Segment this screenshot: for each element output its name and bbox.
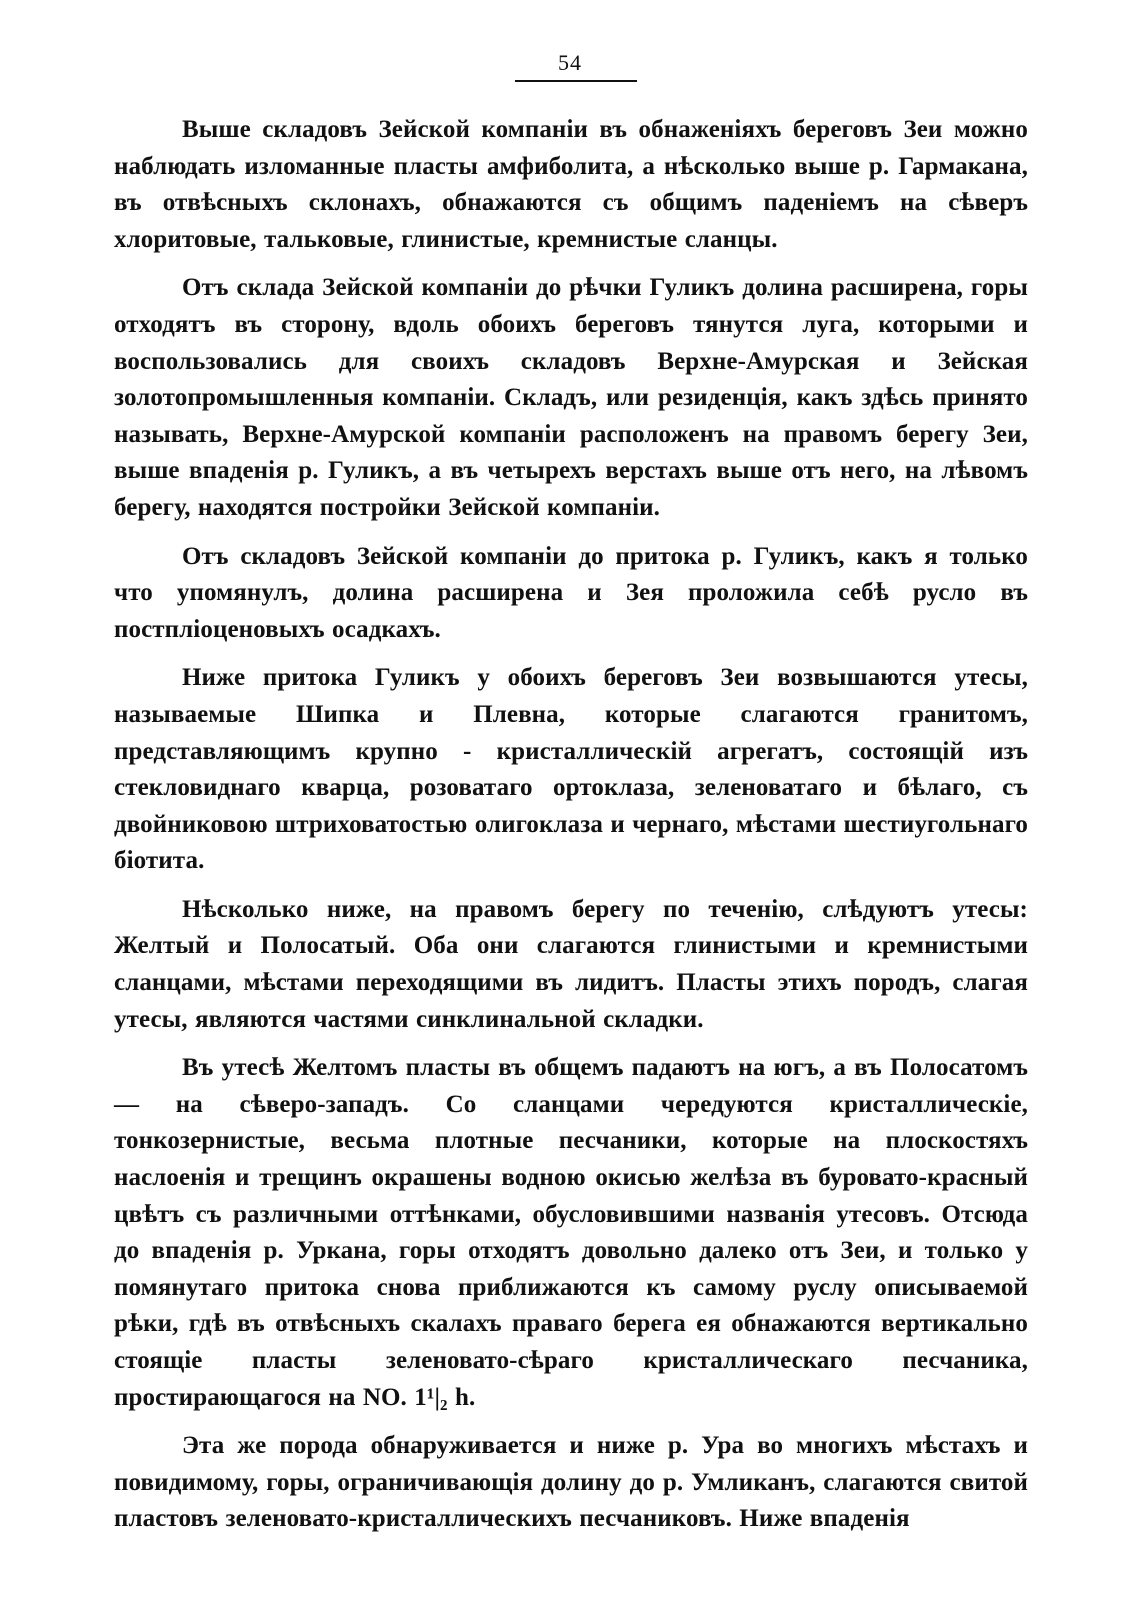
paragraph-2: Отъ склада Зейской компаніи до рѣчки Гуликъ долина расширена, горы отходятъ въ сторону, вдоль обоихъ береговъ тянутся луга, которыми и воспользовались для своихъ складовъ Верхне-Амурская и Зейская золотопромышленныя компаніи. Складъ, или резиденція, какъ здѣсь принято называть, Верхне-Амурской компаніи расположенъ на правомъ берегу Зеи, выше впаденія р. Гуликъ, а въ четырехъ верстахъ выше отъ него, на лѣвомъ берегу, находятся постройки Зейской компаніи. (114, 274, 1028, 521)
page-number-rule (515, 80, 637, 82)
paragraph-5: Нѣсколько ниже, на правомъ берегу по теченію, слѣдуютъ утесы: Желтый и Полосатый. Оба они слагаются глинистыми и кремнистыми сланцами, мѣстами переходящими въ лидитъ. Пласты этихъ породъ, слагая утесы, являются частями синклинальной складки. (114, 895, 1028, 1033)
paragraph-7: Эта же порода обнаруживается и ниже р. Ура во многихъ мѣстахъ и повидимому, горы, ограничивающія долину до р. Умликанъ, слагаются свитой пластовъ зеленовато-кристаллическихъ песчаниковъ. Ниже впаденія (114, 1432, 1028, 1533)
page-number: 54 (558, 50, 582, 75)
paragraph-6: Въ утесѣ Желтомъ пласты въ общемъ падаютъ на югъ, а въ Полосатомъ — на сѣверо-западъ. Со сланцами чередуются кристаллическіе, тонкозернистые, весьма плотные песчаники, которые на плоскостяхъ наслоенія и трещинъ окрашены водною окисью желѣза въ буровато-красный цвѣтъ съ различными оттѣнками, обусловившими названія утесовъ. Отсюда до впаденія р. Уркана, горы отходятъ довольно далеко отъ Зеи, и только у помянутаго притока снова приближаются къ самому руслу описываемой рѣки, гдѣ въ отвѣсныхъ скалахъ праваго берега ея обнажаются вертикально стоящіе пласты зеленовато-сѣраго кристаллическаго песчаника, простирающагося на NO. 1¹|₂ h. (114, 1054, 1028, 1411)
paragraph-1: Выше складовъ Зейской компаніи въ обнаженіяхъ береговъ Зеи можно наблюдать изломанные пласты амфиболита, а нѣсколько выше р. Гармакана, въ отвѣсныхъ склонахъ, обнажаются съ общимъ паденіемъ на сѣверъ хлоритовые, тальковые, глинистые, кремнистые сланцы. (114, 116, 1028, 253)
paragraph-4: Ниже притока Гуликъ у обоихъ береговъ Зеи возвышаются утесы, называемые Шипка и Плевна, которые слагаются гранитомъ, представляющимъ крупно - кристаллическій агрегатъ, состоящій изъ стекловиднаго кварца, розоватаго ортоклаза, зеленоватаго и бѣлаго, съ двойниковою штриховатостью олигоклаза и чернаго, мѣстами шестиугольнаго біотита. (114, 664, 1029, 875)
paragraph-3: Отъ складовъ Зейской компаніи до притока р. Гуликъ, какъ я только что упомянулъ, долина расширена и Зея проложила себѣ русло въ постпліоценовыхъ осадкахъ. (114, 542, 1028, 643)
body-text (114, 112, 1028, 1538)
